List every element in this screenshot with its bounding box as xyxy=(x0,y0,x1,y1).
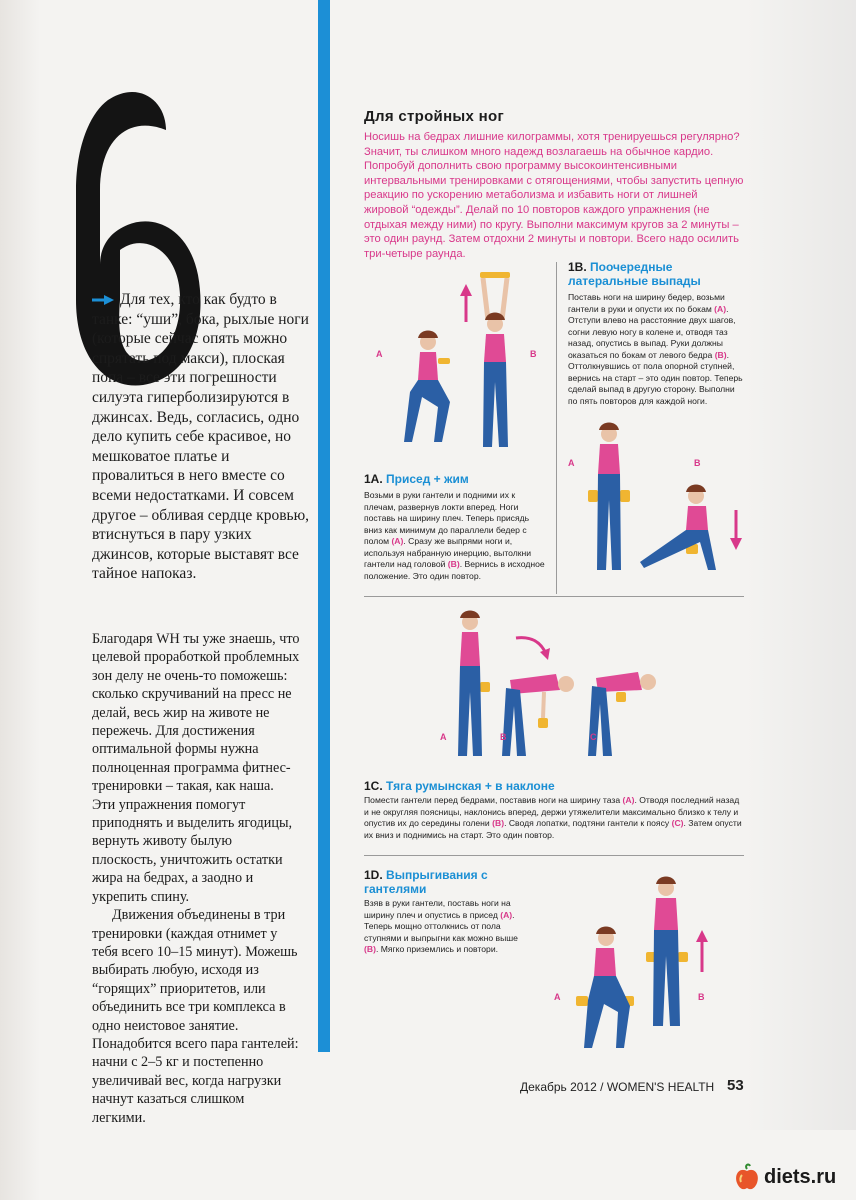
issue-footer: Декабрь 2012 / WOMEN'S HEALTH xyxy=(520,1080,715,1094)
label-a: A xyxy=(440,732,447,742)
label-a: A xyxy=(568,458,575,468)
lead-text: Для тех, кто как будто в танке: “уши”, бока, рыхлые ноги (которые сейчас опять можно спрятать под макси), плоская попа – все эти погрешности силуэта гиперболизируются в джинсах. Ведь, согласись, одно дело купить себе красивое, но мешковатое платье и провалиться в него вместе со всеми недостатками. И совсем другое – обливая сердце кровью, втиснуться в пару узких джинсов, которые выставят все тайное напоказ. xyxy=(92,291,310,583)
section-title: Для стройных ног xyxy=(364,108,505,125)
arrow-right-icon xyxy=(92,295,114,305)
page-edge-shadow xyxy=(0,0,40,1200)
exercise-1c-title: 1C. Тяга румынская + в наклоне xyxy=(364,779,555,793)
brand-name: diets.ru xyxy=(764,1165,837,1188)
label-a: A xyxy=(554,992,561,1002)
body-paragraph-2: Движения объединены в три тренировки (каждая отнимет у тебя всего 10–15 минут). Можешь выбирать любую, исходя из “горящих” приоритетов, или объединить все три комплекса в одно неистовое занятие. Понадобится всего пара гантелей: начни с 2–5 кг и постепенно увеличивай вес, когда нагрузки начнут казаться слишком легкими. xyxy=(92,907,299,1126)
label-b: B xyxy=(500,732,507,742)
section-intro: Носишь на бедрах лишние килограммы, хотя тренируешься регулярно? Значит, ты слишком много надежд возлагаешь на обычное кардио. Попробуй дополнить свою программу высокоинтенсивными интервальными тренировками с отягощениями, чтобы запустить цепную реакцию по ускорению метаболизма и избавить ноги от лишней жировой “одежды”. Делай по 10 повторов каждого упражнения (не отдыхая между ними) по кругу. Выполни максимум кругов за 2 минуты – это один раунд. Затем отдохни 2 минуты и повтори. Всего надо осилить три-четыре раунда. xyxy=(364,131,744,260)
label-b: B xyxy=(694,458,701,468)
exercise-1b-text: Поставь ноги на ширину бедер, возьми гантели в руки и опусти их по бокам (A). Отступи влево на расстояние двух шагов, согни левую ногу в колене и, отводя таз назад, опустись в выпад. Руки должны оказаться по бокам от левого бедра (B). Оттолкнувшись от пола опорной ступней, вернись на старт – это один повтор. Теперь сделай выпад в другую сторону. Выполни по пять повторов для каждой ноги. xyxy=(568,292,743,406)
exercise-1a-text: Возьми в руки гантели и подними их к плечам, развернув локти вперед. Ноги поставь на ширину плеч. Теперь присядь вниз как минимум до параллели бедер с полом (A). Сразу же выпрями ноги и, используя набранную инерцию, вытолкни гантели над головой (B). Вернись в исходное положение. Это один повтор. xyxy=(364,490,545,581)
exercise-1b-title: 1B. Поочередные латеральные выпады xyxy=(568,260,701,288)
label-c: C xyxy=(590,732,597,742)
exercise-1a-title: 1A. Присед + жим xyxy=(364,472,469,486)
row-divider-1 xyxy=(364,596,744,597)
column-divider xyxy=(556,262,557,594)
exercise-1d-text: Взяв в руки гантели, поставь ноги на ширину плеч и опустись в присед (A). Теперь мощно оттолкнись от пола ступнями и выпрыгни как можно выше (B). Мягко приземлись и повтори. xyxy=(364,898,518,954)
page-number: 53 xyxy=(727,1077,744,1094)
blue-accent-bar xyxy=(318,0,330,1052)
label-b: B xyxy=(530,349,537,359)
exercise-1c-text: Помести гантели перед бедрами, поставив ноги на ширину таза (A). Отводя последний назад и не округляя поясницы, наклонись вперед, держи утяжелители максимально близко к телу и опустив их до середины голени (B). Сводя лопатки, подтяни гантели к поясу (C). Затем опусти их вниз и поднимись на старт. Это один повтор. xyxy=(364,795,742,840)
lead-paragraph xyxy=(92,290,312,584)
figure-romanian-deadlift-row xyxy=(446,608,666,768)
figure-jump-squat xyxy=(566,876,716,1056)
apple-logo-icon xyxy=(734,1163,760,1191)
exercise-1d-title: 1D. Выпрыгивания с гантелями xyxy=(364,868,488,896)
body-paragraph-1: Благодаря WH ты уже знаешь, что целевой проработкой проблемных зон делу не очень-то поможешь: сколько скручиваний на пресс не делай, весь жир на животе не пережечь. Для достижения оптимальной формы нужна полноценная программа фитнес-тренировки – такая, как наша. Эти упражнения помогут приподнять и выделить ягодицы, вернуть животу былую плоскость, уничтожить остатки жира на бедрах, а заодно и укрепить спину. xyxy=(92,631,300,905)
diets-ru-watermark xyxy=(734,1160,836,1194)
row-divider-2 xyxy=(364,855,744,856)
page-curl-shadow xyxy=(746,0,856,1130)
figure-lateral-lunge xyxy=(574,420,746,585)
figure-squat-press xyxy=(388,262,538,462)
body-copy xyxy=(92,630,300,1127)
label-b: B xyxy=(698,992,705,1002)
label-a: A xyxy=(376,349,383,359)
